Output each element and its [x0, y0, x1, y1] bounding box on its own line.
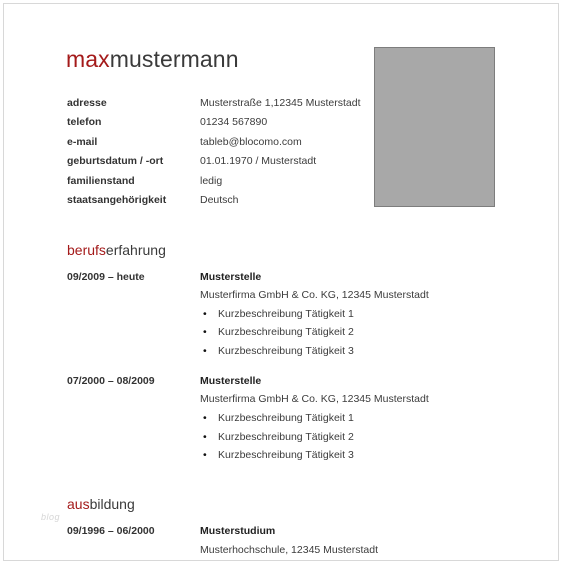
info-label: staatsangehörigkeit — [67, 194, 167, 206]
section-title-experience — [67, 242, 166, 258]
info-label: familienstand — [67, 175, 135, 187]
bullet-icon: • — [203, 431, 207, 443]
section-title-rest: erfahrung — [105, 242, 166, 258]
section-title-rest: bildung — [89, 496, 135, 512]
watermark: blog — [41, 512, 61, 522]
page-title — [66, 46, 239, 73]
info-value: Musterstraße 1,12345 Musterstadt — [200, 97, 361, 109]
entry-position: Musterstelle — [200, 271, 262, 283]
info-label: telefon — [67, 116, 102, 128]
info-label: e-mail — [67, 136, 98, 148]
bullet-icon: • — [203, 326, 207, 338]
entry-position: Musterstelle — [200, 375, 262, 387]
task-list-item — [203, 412, 354, 424]
entry-company: Musterfirma GmbH & Co. KG, 12345 Musterstadt — [200, 289, 429, 301]
entry-company: Musterfirma GmbH & Co. KG, 12345 Musterstadt — [200, 393, 429, 405]
name-first: max — [66, 46, 110, 72]
info-value: Deutsch — [200, 194, 239, 206]
task-text: Kurzbeschreibung Tätigkeit 1 — [218, 308, 354, 320]
bullet-icon: • — [203, 308, 207, 320]
task-list-item — [203, 326, 354, 338]
name-last: mustermann — [109, 46, 239, 72]
info-value: 01234 567890 — [200, 116, 268, 128]
entry-date: 09/2009 – heute — [67, 271, 145, 283]
section-title-accent: berufs — [67, 242, 106, 258]
task-list-item — [203, 449, 354, 461]
entry-degree: Musterstudium — [200, 525, 276, 537]
task-text: Kurzbeschreibung Tätigkeit 3 — [218, 345, 354, 357]
section-title-education — [67, 496, 135, 512]
task-list-item — [203, 345, 354, 357]
task-text: Kurzbeschreibung Tätigkeit 2 — [218, 431, 354, 443]
section-title-accent: aus — [67, 496, 90, 512]
task-list-item — [203, 431, 354, 443]
info-value: tableb@blocomo.com — [200, 136, 302, 148]
info-label: geburtsdatum / -ort — [67, 155, 164, 167]
entry-date: 09/1996 – 06/2000 — [67, 525, 155, 537]
task-text: Kurzbeschreibung Tätigkeit 1 — [218, 412, 354, 424]
photo-placeholder — [374, 47, 495, 207]
bullet-icon: • — [203, 345, 207, 357]
info-label: adresse — [67, 97, 107, 109]
bullet-icon: • — [203, 412, 207, 424]
task-text: Kurzbeschreibung Tätigkeit 3 — [218, 449, 354, 461]
info-value: ledig — [200, 175, 223, 187]
info-value: 01.01.1970 / Musterstadt — [200, 155, 317, 167]
bullet-icon: • — [203, 449, 207, 461]
entry-school: Musterhochschule, 12345 Musterstadt — [200, 544, 379, 556]
task-text: Kurzbeschreibung Tätigkeit 2 — [218, 326, 354, 338]
entry-date: 07/2000 – 08/2009 — [67, 375, 155, 387]
task-list-item — [203, 308, 354, 320]
